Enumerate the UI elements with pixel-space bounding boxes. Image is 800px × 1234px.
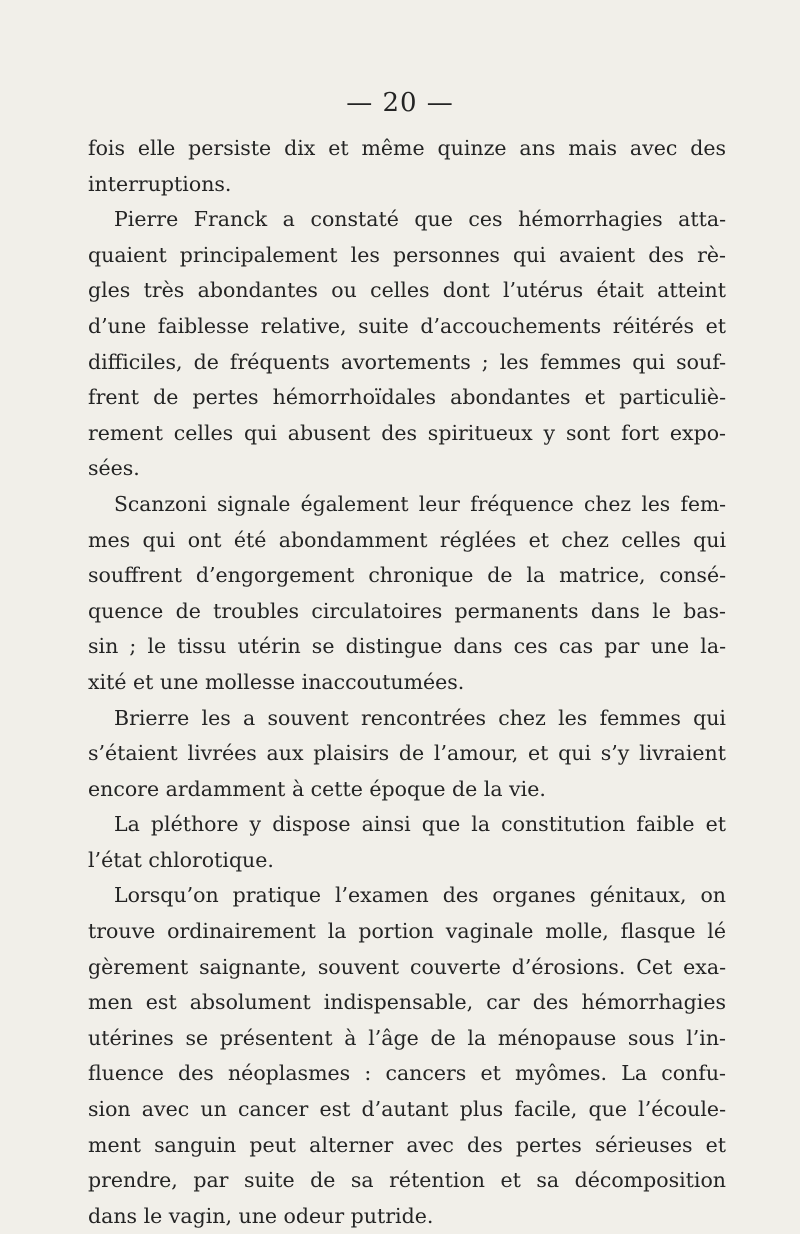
text-line: Scanzoni signale également leur fréquence chez les fem-	[114, 491, 726, 516]
text-line: gles très abondantes ou celles dont l’utérus était atteint	[88, 278, 726, 303]
text-line: sin ; le tissu utérin se distingue dans ces cas par une la-	[88, 634, 726, 659]
text-line: La pléthore y dispose ainsi que la constitution faible et	[114, 812, 726, 837]
text-line: xité et une mollesse inaccoutumées.	[88, 669, 465, 694]
text-line: d’une faiblesse relative, suite d’accouchements réitérés et	[88, 313, 726, 338]
text-line: s’étaient livrées aux plaisirs de l’amour, et qui s’y livraient	[88, 741, 726, 766]
body-text	[88, 131, 726, 1234]
text-line: difficiles, de fréquents avortements ; les femmes qui souf-	[88, 349, 726, 374]
text-line: frent de pertes hémorrhoïdales abondantes et particuliè-	[88, 385, 726, 410]
text-line: trouve ordinairement la portion vaginale molle, flasque lé	[88, 919, 726, 944]
text-line: rement celles qui abusent des spiritueux y sont fort expo-	[88, 420, 726, 445]
text-line: Lorsqu’on pratique l’examen des organes génitaux, on	[114, 883, 726, 908]
text-line: mes qui ont été abondamment réglées et chez celles qui	[88, 527, 726, 552]
text-line: interruptions.	[88, 171, 232, 196]
text-line: quaient principalement les personnes qui avaient des rè-	[88, 242, 726, 267]
text-line: gèrement saignante, souvent couverte d’érosions. Cet exa-	[88, 954, 726, 979]
text-line: encore ardamment à cette époque de la vie.	[88, 776, 546, 801]
text-line: utérines se présentent à l’âge de la ménopause sous l’in-	[88, 1025, 726, 1050]
text-line: fluence des néoplasmes : cancers et myômes. La confu-	[88, 1061, 726, 1086]
text-line: l’état chlorotique.	[88, 847, 274, 872]
text-line: dans le vagin, une odeur putride.	[88, 1203, 434, 1228]
text-line: men est absolument indispensable, car des hémorrhagies	[88, 990, 726, 1015]
text-line: sion avec un cancer est d’autant plus facile, que l’écoule-	[88, 1097, 726, 1122]
text-line: sées.	[88, 456, 140, 481]
text-line: quence de troubles circulatoires permanents dans le bas-	[88, 598, 726, 623]
text-line: prendre, par suite de sa rétention et sa décomposition	[88, 1168, 726, 1193]
text-line: fois elle persiste dix et même quinze ans mais avec des	[88, 136, 726, 160]
text-line: Pierre Franck a constaté que ces hémorrhagies atta-	[114, 207, 726, 232]
text-line: souffrent d’engorgement chronique de la matrice, consé-	[88, 563, 726, 588]
text-line: ment sanguin peut alterner avec des pertes sérieuses et	[88, 1132, 726, 1157]
page-number: — 20 —	[346, 88, 454, 118]
text-line: Brierre les a souvent rencontrées chez les femmes qui	[114, 705, 726, 730]
